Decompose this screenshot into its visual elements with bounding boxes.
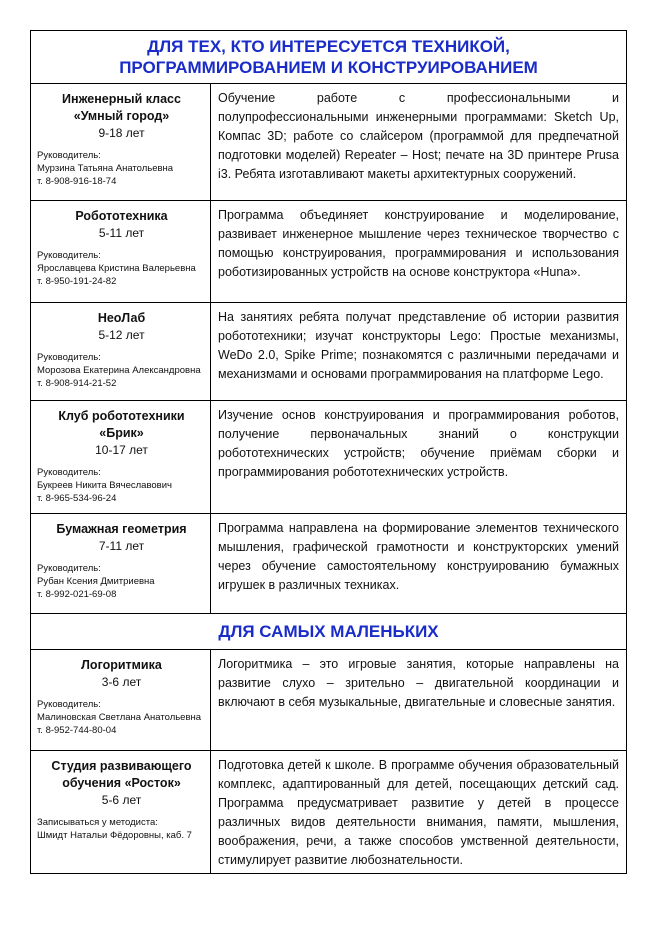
- section-header-kids: [31, 614, 626, 650]
- course-description: Программа объединяет конструирование и моделирование, развивает инженерное мышление через техническое творчество с помощью конструирования, программирования и использования роботизированных устройств на основе конструктора «Huna».: [218, 208, 619, 279]
- course-info: [31, 401, 211, 513]
- course-info: [31, 650, 211, 750]
- header-line: ДЛЯ ТЕХ, КТО ИНТЕРЕСУЕТСЯ ТЕХНИКОЙ,: [147, 37, 510, 56]
- course-row: [31, 650, 626, 751]
- course-name: Клуб робототехники: [58, 409, 185, 423]
- contact-phone: т. 8-950-191-24-82: [37, 276, 117, 287]
- course-name: «Брик»: [99, 426, 144, 440]
- course-name: Инженерный класс: [62, 92, 181, 106]
- section-header-tech: [31, 31, 626, 84]
- contact-phone: т. 8-952-744-80-04: [37, 725, 117, 736]
- contact-phone: т. 8-965-534-96-24: [37, 493, 117, 504]
- course-row: [31, 84, 626, 201]
- header-line: ПРОГРАММИРОВАНИЕМ И КОНСТРУИРОВАНИЕМ: [119, 58, 538, 77]
- course-row: [31, 514, 626, 614]
- contact-label: Записываться у методиста:: [37, 817, 158, 828]
- course-name: Логоритмика: [81, 658, 162, 672]
- contact-name: Малиновская Светлана Анатольевна: [37, 712, 202, 723]
- header-line: ДЛЯ САМЫХ МАЛЕНЬКИХ: [218, 622, 439, 641]
- contact-label: Руководитель:: [37, 150, 101, 161]
- course-description: Обучение работе с профессиональными и полупрофессиональными инженерными программами: Sketch Up, Компас 3D; работе со слайсером (программой для предпечатной подготовки моделей) Repeater – Host; печате на 3D принтере Prusa i3. Ребята изготавливают макеты архитектурных сооружений.: [218, 91, 619, 181]
- contact-name: Морозова Екатерина Александровна: [37, 365, 201, 376]
- contact-phone: т. 8-992-021-69-08: [37, 589, 117, 600]
- contact-name: Букреев Никита Вячеславович: [37, 480, 172, 491]
- contact-label: Руководитель:: [37, 563, 101, 574]
- course-age: 10-17 лет: [95, 443, 148, 457]
- contact-label: Руководитель:: [37, 352, 101, 363]
- contact-name: Рубан Ксения Дмитриевна: [37, 576, 155, 587]
- course-age: 5-11 лет: [98, 226, 145, 240]
- course-age: 9-18 лет: [98, 126, 145, 140]
- contact-phone: т. 8-908-914-21-52: [37, 378, 117, 389]
- course-name: Студия развивающего: [51, 759, 192, 773]
- contact-label: Руководитель:: [37, 467, 101, 478]
- contact-name: Ярославцева Кристина Валерьевна: [37, 263, 196, 274]
- course-description: Логоритмика – это игровые занятия, которые направлены на развитие слухо – зрительно – двигательной координации и включают в себя музыкальные, двигательные и словесные занятия.: [218, 657, 619, 709]
- course-age: 7-11 лет: [98, 539, 145, 553]
- course-name: Бумажная геометрия: [56, 522, 187, 536]
- course-name: «Умный город»: [73, 109, 170, 123]
- course-info: [31, 751, 211, 874]
- course-row: [31, 751, 626, 874]
- course-description: Изучение основ конструирования и программирования роботов, получение первоначальных знаний о конструкции робототехнических устройств; обучение приёмам сборки и программирования робототехнических устройств.: [218, 408, 619, 479]
- course-description: На занятиях ребята получат представление об истории развития робототехники; изучат конструкторы Lego: Простые механизмы, WeDo 2.0, Spike Prime; познакомятся с различными передачами и механизмами и основами программирования на платформе Lego.: [218, 310, 619, 381]
- course-info: [31, 514, 211, 613]
- contact-name: Мурзина Татьяна Анатольевна: [37, 163, 174, 174]
- course-description: Программа направлена на формирование элементов технического мышления, графической грамотности и конструкторских умений через обучение самостоятельному конструированию бумажных игрушек в различных техниках.: [218, 521, 619, 592]
- course-row: [31, 401, 626, 514]
- course-description: Подготовка детей к школе. В программе обучения образовательный комплекс, адаптированный для детей, посещающих детский сад. Программа предусматривает развитие у детей в процессе различных видов деятельности внимания, памяти, мышления, воображения, речи, а также способов умственной деятельности, стимулирует развитие любознательности.: [218, 758, 619, 867]
- course-age: 3-6 лет: [101, 675, 142, 689]
- course-name: обучения «Росток»: [62, 776, 181, 790]
- contact-label: Руководитель:: [37, 699, 101, 710]
- program-table: [30, 30, 627, 874]
- course-info: [31, 303, 211, 400]
- course-name: Робототехника: [75, 209, 168, 223]
- course-row: [31, 201, 626, 303]
- course-age: 5-12 лет: [98, 328, 145, 342]
- course-name: НеоЛаб: [97, 311, 146, 325]
- contact-name: Шмидт Натальи Фёдоровны, каб. 7: [37, 830, 192, 841]
- course-info: [31, 84, 211, 200]
- course-info: [31, 201, 211, 302]
- course-row: [31, 303, 626, 401]
- contact-phone: т. 8-908-916-18-74: [37, 176, 117, 187]
- course-age: 5-6 лет: [101, 793, 142, 807]
- contact-label: Руководитель:: [37, 250, 101, 261]
